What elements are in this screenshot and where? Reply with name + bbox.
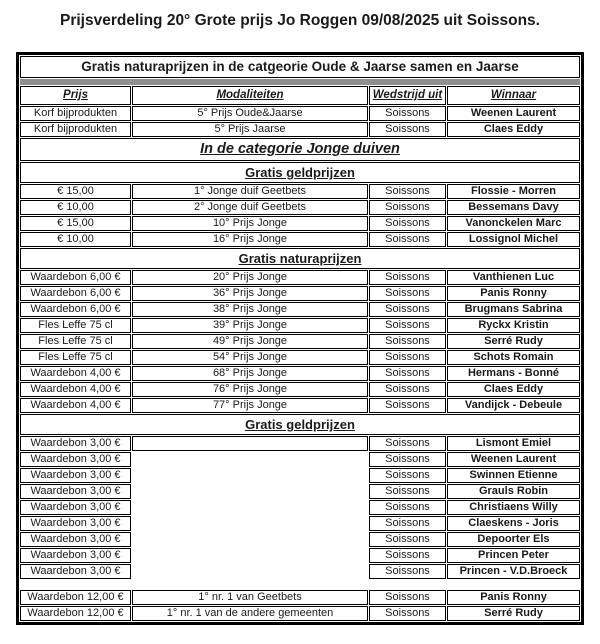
modaliteit-cell: 1° nr. 1 van Geetbets (132, 590, 368, 605)
wedstrijd-cell: Soissons (369, 184, 446, 199)
winnaar-cell: Vanthienen Luc (447, 270, 580, 285)
wedstrijd-cell: Soissons (369, 606, 446, 621)
wedstrijd-cell: Soissons (369, 436, 446, 451)
modaliteit-cell: 10° Prijs Jonge (132, 216, 368, 231)
prijs-cell: Waardebon 3,00 € (20, 468, 131, 483)
modaliteit-cell: 36° Prijs Jonge (132, 286, 368, 301)
prijs-cell: Waardebon 4,00 € (20, 398, 131, 413)
modaliteit-cell: 39° Prijs Jonge (132, 318, 368, 333)
winnaar-cell: Swinnen Etienne (447, 468, 580, 483)
prijs-cell: Waardebon 6,00 € (20, 270, 131, 285)
wedstrijd-cell: Soissons (369, 532, 446, 547)
modaliteit-cell: 5° Prijs Oude&Jaarse (132, 106, 368, 121)
prijs-cell: Fles Leffe 75 cl (20, 350, 131, 365)
modaliteit-cell: 1° nr. 1 van de andere gemeenten (132, 606, 368, 621)
winnaar-cell: Schots Romain (447, 350, 580, 365)
wedstrijd-cell: Soissons (369, 216, 446, 231)
prijs-cell: Waardebon 6,00 € (20, 302, 131, 317)
section-title: Gratis naturaprijzen (20, 248, 580, 269)
wedstrijd-cell: Soissons (369, 232, 446, 247)
prijs-cell: Waardebon 12,00 € (20, 606, 131, 621)
wedstrijd-cell: Soissons (369, 382, 446, 397)
wedstrijd-cell: Soissons (369, 286, 446, 301)
winnaar-cell: Claes Eddy (447, 122, 580, 137)
prijs-cell: Waardebon 12,00 € (20, 590, 131, 605)
modaliteit-cell: 5° Prijs Jaarse (132, 122, 368, 137)
modaliteit-cell: 1° Jonge duif Geetbets (132, 184, 368, 199)
column-header-winnaar: Winnaar (447, 86, 580, 105)
winnaar-cell: Weenen Laurent (447, 106, 580, 121)
winnaar-cell: Hermans - Bonné (447, 366, 580, 381)
winnaar-cell: Bessemans Davy (447, 200, 580, 215)
winnaar-cell: Brugmans Sabrina (447, 302, 580, 317)
wedstrijd-cell: Soissons (369, 468, 446, 483)
winnaar-cell: Depoorter Els (447, 532, 580, 547)
wedstrijd-cell: Soissons (369, 398, 446, 413)
prijs-cell: Korf bijprodukten (20, 122, 131, 137)
winnaar-cell: Ryckx Kristin (447, 318, 580, 333)
modaliteit-cell: 76° Prijs Jonge (132, 382, 368, 397)
prijs-cell: Waardebon 3,00 € (20, 452, 131, 467)
modaliteit-cell: 16° Prijs Jonge (132, 232, 368, 247)
prijs-cell: Waardebon 4,00 € (20, 366, 131, 381)
prijs-cell: Waardebon 3,00 € (20, 484, 131, 499)
wedstrijd-cell: Soissons (369, 548, 446, 563)
prijs-cell: € 15,00 (20, 184, 131, 199)
section-title: Gratis geldprijzen (20, 414, 580, 435)
winnaar-cell: Flossie - Morren (447, 184, 580, 199)
winnaar-cell: Vandijck - Debeule (447, 398, 580, 413)
wedstrijd-cell: Soissons (369, 516, 446, 531)
wedstrijd-cell: Soissons (369, 318, 446, 333)
winnaar-cell: Weenen Laurent (447, 452, 580, 467)
prijs-cell: Waardebon 3,00 € (20, 564, 131, 579)
prijs-cell: Fles Leffe 75 cl (20, 334, 131, 349)
modaliteit-cell: 38° Prijs Jonge (132, 302, 368, 317)
winnaar-cell: Claes Eddy (447, 382, 580, 397)
column-header-prijs: Prijs (20, 86, 131, 105)
modaliteit-cell: 49° Prijs Jonge (132, 334, 368, 349)
prize-table (16, 52, 584, 625)
winnaar-cell: Lossignol Michel (447, 232, 580, 247)
winnaar-cell: Panis Ronny (447, 590, 580, 605)
wedstrijd-cell: Soissons (369, 484, 446, 499)
section-title: Gratis geldprijzen (20, 162, 580, 183)
modaliteit-cell: 68° Prijs Jonge (132, 366, 368, 381)
column-header-modaliteiten: Modaliteiten (132, 86, 368, 105)
winnaar-cell: Princen Peter (447, 548, 580, 563)
page-title: Prijsverdeling 20° Grote prijs Jo Roggen 09/08/2025 uit Soissons. (60, 12, 540, 29)
prijs-cell: Waardebon 3,00 € (20, 436, 131, 451)
prijs-cell: Waardebon 3,00 € (20, 516, 131, 531)
prijs-cell: Waardebon 6,00 € (20, 286, 131, 301)
prijs-cell: Korf bijprodukten (20, 106, 131, 121)
wedstrijd-cell: Soissons (369, 564, 446, 579)
winnaar-cell: Panis Ronny (447, 286, 580, 301)
prijs-cell: Waardebon 4,00 € (20, 382, 131, 397)
gray-separator-band (20, 79, 580, 85)
empty-merged-cell (132, 436, 368, 451)
prijs-cell: Fles Leffe 75 cl (20, 318, 131, 333)
modaliteit-cell: 20° Prijs Jonge (132, 270, 368, 285)
modaliteit-cell: 77° Prijs Jonge (132, 398, 368, 413)
winnaar-cell: Vanonckelen Marc (447, 216, 580, 231)
prijs-cell: Waardebon 3,00 € (20, 548, 131, 563)
wedstrijd-cell: Soissons (369, 270, 446, 285)
wedstrijd-cell: Soissons (369, 350, 446, 365)
column-header-wedstrijd-uit: Wedstrijd uit (369, 86, 446, 105)
wedstrijd-cell: Soissons (369, 452, 446, 467)
wedstrijd-cell: Soissons (369, 590, 446, 605)
winnaar-cell: Princen - V.D.Broeck (447, 564, 580, 579)
table-header: Gratis naturaprijzen in de catgeorie Oude & Jaarse samen en Jaarse (20, 56, 580, 78)
wedstrijd-cell: Soissons (369, 366, 446, 381)
wedstrijd-cell: Soissons (369, 122, 446, 137)
wedstrijd-cell: Soissons (369, 500, 446, 515)
winnaar-cell: Serré Rudy (447, 334, 580, 349)
winnaar-cell: Lismont Emiel (447, 436, 580, 451)
wedstrijd-cell: Soissons (369, 106, 446, 121)
wedstrijd-cell: Soissons (369, 334, 446, 349)
winnaar-cell: Christiaens Willy (447, 500, 580, 515)
blank-spacer-row (20, 580, 580, 589)
prijs-cell: Waardebon 3,00 € (20, 532, 131, 547)
modaliteit-cell: 2° Jonge duif Geetbets (132, 200, 368, 215)
prijs-cell: Waardebon 3,00 € (20, 500, 131, 515)
prijs-cell: € 10,00 (20, 200, 131, 215)
winnaar-cell: Grauls Robin (447, 484, 580, 499)
prijs-cell: € 15,00 (20, 216, 131, 231)
winnaar-cell: Claeskens - Joris (447, 516, 580, 531)
modaliteit-cell: 54° Prijs Jonge (132, 350, 368, 365)
wedstrijd-cell: Soissons (369, 302, 446, 317)
section-title: In de categorie Jonge duiven (20, 138, 580, 161)
wedstrijd-cell: Soissons (369, 200, 446, 215)
winnaar-cell: Serré Rudy (447, 606, 580, 621)
prijs-cell: € 10,00 (20, 232, 131, 247)
